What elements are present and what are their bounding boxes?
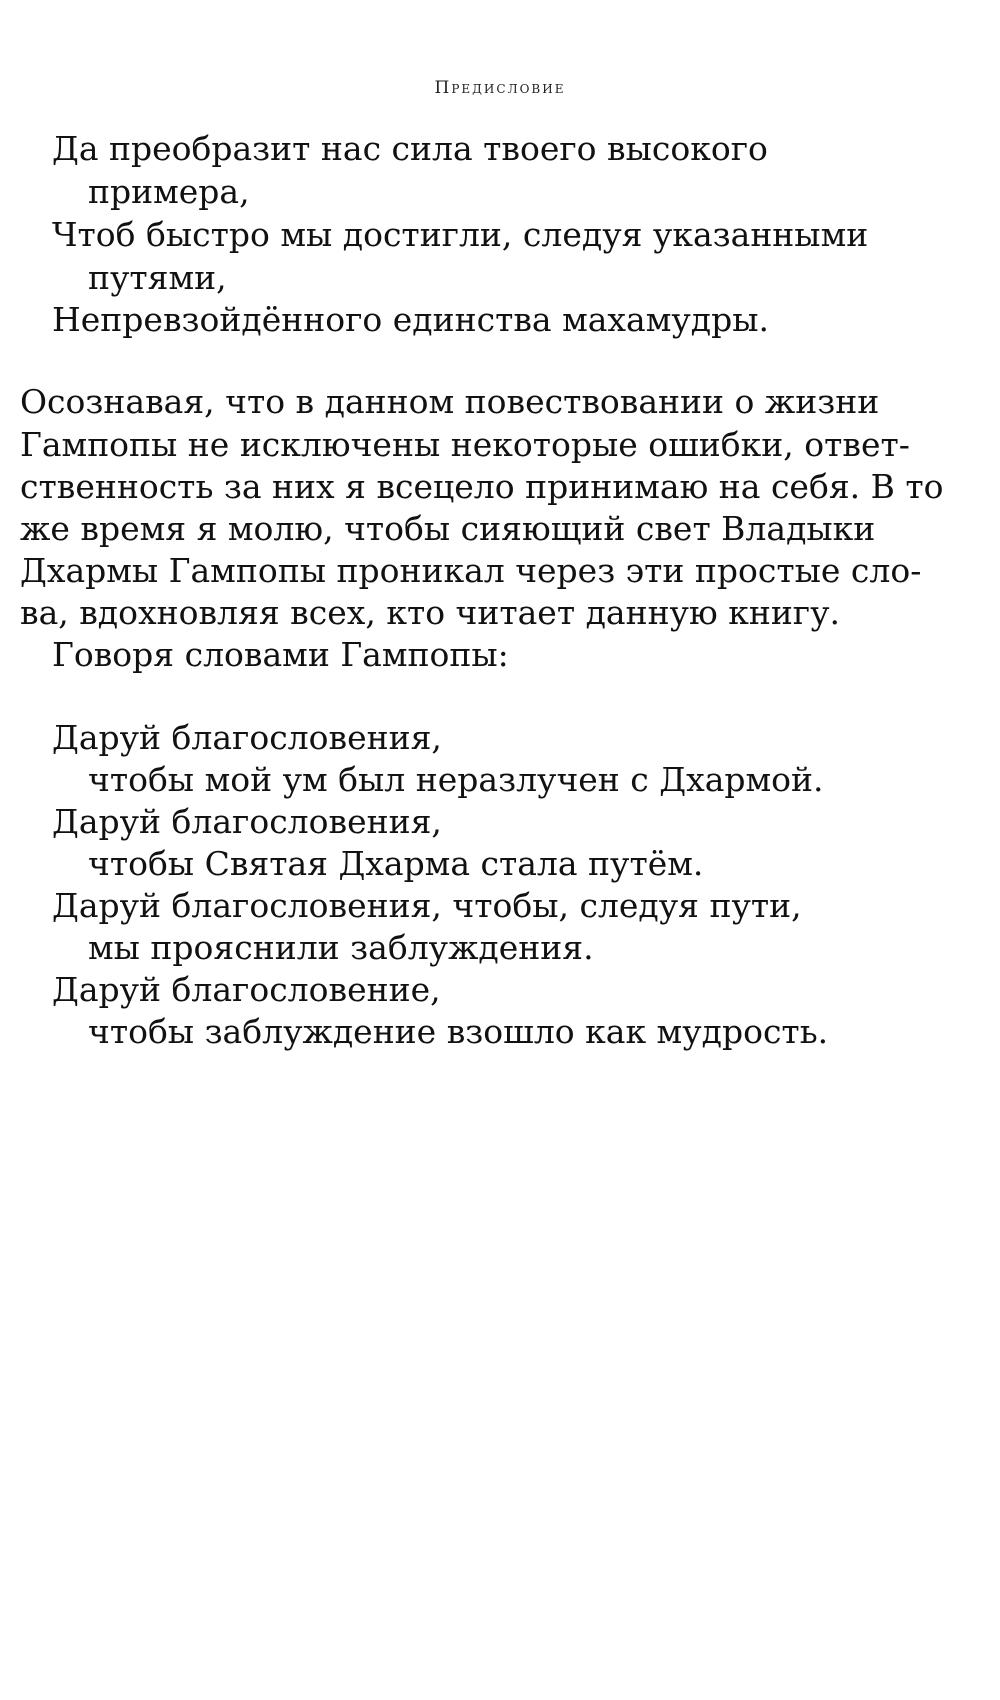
paragraph-line: Дхармы Гампопы проникал через эти простые сло- (20, 551, 922, 590)
verse-line: Даруй благословения, чтобы, следуя пути, (52, 886, 802, 925)
paragraph-line: же время я молю, чтобы сияющий свет Владыки (20, 509, 876, 548)
verse-line-continuation: чтобы Святая Дхарма стала путём. (88, 844, 704, 883)
verse-line-continuation: чтобы мой ум был неразлучен с Дхармой. (88, 760, 824, 799)
verse-line: Да преобразит нас сила твоего высокого (52, 129, 768, 168)
verse-line: Даруй благословения, (52, 718, 442, 757)
verse-line-continuation: путями, (88, 258, 227, 297)
running-header: Предисловие (434, 78, 566, 98)
verse-line-continuation: чтобы заблуждение взошло как мудрость. (88, 1012, 829, 1051)
paragraph-line: Осознавая, что в данном повествовании о жизни (20, 382, 880, 421)
verse-line: Даруй благословения, (52, 802, 442, 841)
verse-line-continuation: мы прояснили заблуждения. (88, 928, 594, 967)
verse-line: Чтоб быстро мы достигли, следуя указанными (52, 215, 869, 254)
verse-line: Непревзойдённого единства махамудры. (52, 300, 769, 339)
paragraph-line: ва, вдохновляя всех, кто читает данную книгу. (20, 593, 841, 632)
verse-line: Даруй благословение, (52, 970, 441, 1009)
quote-intro: Говоря словами Гампопы: (52, 635, 509, 674)
paragraph-line: ственность за них я всецело принимаю на себя. В то (20, 467, 944, 506)
paragraph-line: Гампопы не исключены некоторые ошибки, ответ- (20, 425, 910, 464)
verse-line-continuation: примера, (88, 172, 250, 211)
